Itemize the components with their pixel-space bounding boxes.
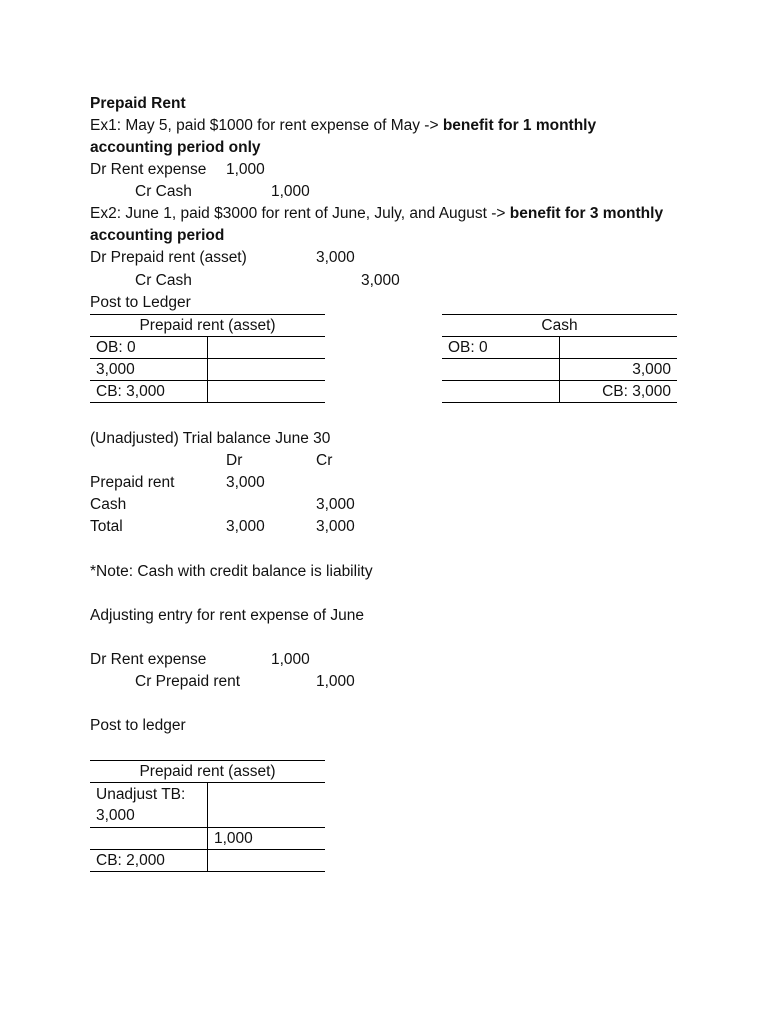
ex2-dr-amount: 3,000 [316,249,355,266]
ledger-cash [442,314,677,403]
ledger-credit-cell: CB: 3,000 [560,381,678,403]
note-text: *Note: Cash with credit balance is liability [90,563,373,580]
trial-balance-dr-header: Dr [226,452,243,469]
ledger-debit-cell: OB: 0 [442,337,560,359]
trial-balance-title: (Unadjusted) Trial balance June 30 [90,430,331,447]
table-row [90,381,325,403]
adjusting-cr-line: Cr Prepaid rent [135,673,241,690]
ledger-header: Prepaid rent (asset) [90,761,325,783]
page-title: Prepaid Rent [90,95,186,112]
trial-balance-label: Cash [90,496,127,513]
ledger-debit-cell: CB: 2,000 [90,850,208,872]
ex2-text-bold: benefit for 3 monthly [509,205,664,222]
ledger-debit-cell: Unadjust TB: 3,000 [90,783,208,828]
adjusting-entry-title: Adjusting entry for rent expense of June [90,607,364,624]
post-to-ledger-label-2: Post to ledger [90,717,186,734]
ex2-dr-line: Dr Prepaid rent (asset) [90,249,247,266]
post-to-ledger-label: Post to Ledger [90,294,191,311]
table-row [442,381,677,403]
ex2-text-bold-cont: accounting period [90,227,225,244]
table-row [90,850,325,872]
ledger-prepaid-rent-1 [90,314,325,403]
ex1-text-bold-cont: accounting period only [90,139,261,156]
ex2-text [90,203,663,225]
ex1-text-plain: Ex1: May 5, paid $1000 for rent expense of May -> [90,117,443,134]
ex2-text-plain: Ex2: June 1, paid $3000 for rent of June, July, and August -> [90,205,510,222]
trial-balance-cr: 3,000 [316,496,355,513]
ledger-credit-cell [208,783,326,828]
adjusting-dr-line: Dr Rent expense [90,651,207,668]
ledger-debit-cell [442,381,560,403]
trial-balance-label: Prepaid rent [90,474,175,491]
ledger-credit-cell [208,337,326,359]
ledger-debit-cell [442,359,560,381]
ledger-debit-cell: CB: 3,000 [90,381,208,403]
ledger-credit-cell: 3,000 [560,359,678,381]
ex1-cr-amount: 1,000 [271,183,310,200]
ex1-dr-amount: 1,000 [226,161,265,178]
table-row [90,359,325,381]
trial-balance-cr-header: Cr [316,452,333,469]
trial-balance-label: Total [90,518,123,535]
ledger-header: Cash [442,315,677,337]
table-row [442,359,677,381]
table-row [90,337,325,359]
ledger-debit-cell: 3,000 [90,359,208,381]
table-row [90,828,325,850]
ex1-cr-line: Cr Cash [135,183,192,200]
ledger-header: Prepaid rent (asset) [90,315,325,337]
ledger-credit-cell: 1,000 [208,828,326,850]
trial-balance-dr: 3,000 [226,518,265,535]
ex1-text-bold: benefit for 1 monthly [442,117,597,134]
ledger-debit-cell: OB: 0 [90,337,208,359]
table-row [90,783,325,828]
ledger-prepaid-rent-2 [90,760,325,872]
ledger-credit-cell [208,381,326,403]
trial-balance-dr: 3,000 [226,474,265,491]
ex1-text [90,115,596,137]
ex1-dr-line: Dr Rent expense [90,161,207,178]
adjusting-dr-amount: 1,000 [271,651,310,668]
ex2-cr-amount: 3,000 [361,272,400,289]
ledger-credit-cell [560,337,678,359]
adjusting-cr-amount: 1,000 [316,673,355,690]
ex2-cr-line: Cr Cash [135,272,192,289]
ledger-credit-cell [208,850,326,872]
table-row [442,337,677,359]
trial-balance-cr: 3,000 [316,518,355,535]
ledger-credit-cell [208,359,326,381]
ledger-debit-cell [90,828,208,850]
